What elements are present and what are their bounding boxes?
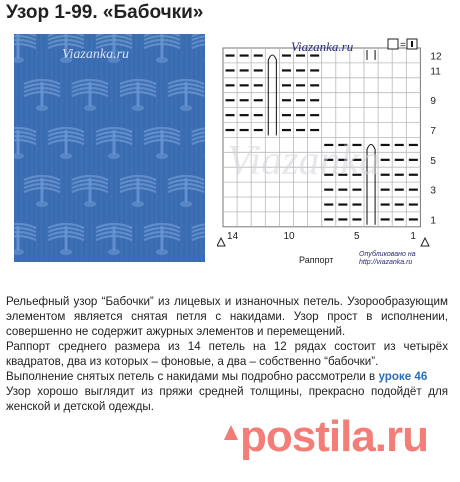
published-url: http://viazanka.ru <box>359 259 413 266</box>
chart-watermark-large: Viazanka <box>227 138 381 184</box>
purl-mark <box>254 69 263 71</box>
purl-mark <box>381 144 390 146</box>
purl-mark <box>409 144 418 146</box>
purl-mark <box>395 189 404 191</box>
purl-mark <box>381 189 390 191</box>
column-number: 10 <box>283 230 295 242</box>
column-number: 5 <box>353 230 360 242</box>
rapport-label: Раппорт <box>299 255 334 265</box>
row-number: 3 <box>430 185 436 197</box>
purl-mark <box>226 69 235 71</box>
purl-mark <box>381 174 390 176</box>
purl-mark <box>395 203 404 205</box>
column-number: 1 <box>410 230 416 242</box>
pattern-description <box>6 294 448 414</box>
purl-mark <box>381 203 390 205</box>
purl-mark <box>352 218 361 220</box>
row-number: 1 <box>430 215 436 227</box>
purl-mark <box>296 114 305 116</box>
purl-mark <box>240 99 249 101</box>
purl-mark <box>240 129 249 131</box>
legend-purl-icon <box>407 39 417 49</box>
legend-knit-icon <box>388 39 398 49</box>
row-number: 12 <box>430 51 442 63</box>
purl-mark <box>282 54 291 56</box>
purl-mark <box>395 144 404 146</box>
purl-mark <box>296 99 305 101</box>
purl-mark <box>240 54 249 56</box>
purl-mark <box>226 129 235 131</box>
purl-mark <box>395 174 404 176</box>
description-paragraph: Рельефный узор “Бабочки” из лицевых и изнаночных петель. Узорообразующим элементом является снятая петля с накидами. Узор прост в исполнении, совершенно не содержит ажурных элементов и перемещений. <box>6 295 448 338</box>
purl-mark <box>310 129 319 131</box>
purl-mark <box>296 84 305 86</box>
purl-mark <box>240 114 249 116</box>
page-title: Узор 1-99. «Бабочки» <box>6 2 204 23</box>
knitting-photo <box>14 34 205 262</box>
column-numbers <box>227 231 416 242</box>
purl-mark <box>324 189 333 191</box>
purl-mark <box>352 189 361 191</box>
row-numbers <box>430 51 442 226</box>
purl-mark <box>381 218 390 220</box>
chart-watermark: Viazanka.ru <box>291 39 354 54</box>
purl-mark <box>395 218 404 220</box>
svg-text:=: = <box>400 40 406 51</box>
purl-mark <box>409 203 418 205</box>
purl-mark <box>296 69 305 71</box>
purl-mark <box>338 189 347 191</box>
purl-mark <box>254 84 263 86</box>
purl-mark <box>254 54 263 56</box>
purl-mark <box>254 129 263 131</box>
purl-mark <box>324 218 333 220</box>
row-number: 9 <box>430 96 436 108</box>
purl-mark <box>338 218 347 220</box>
purl-mark <box>240 69 249 71</box>
knitting-chart <box>217 34 455 268</box>
purl-mark <box>409 218 418 220</box>
purl-mark <box>282 114 291 116</box>
lesson-link[interactable]: уроке 46 <box>378 370 428 383</box>
purl-mark <box>310 84 319 86</box>
description-paragraph: Узор хорошо выглядит из пряжи средней толщины, прекрасно подойдёт для женской и детской одежды. <box>6 385 448 413</box>
purl-mark <box>395 159 404 161</box>
column-number: 14 <box>227 230 239 242</box>
purl-mark <box>296 129 305 131</box>
purl-mark <box>254 99 263 101</box>
site-watermark: postila.ru <box>240 412 429 461</box>
row-number: 11 <box>430 66 441 78</box>
purl-mark <box>282 129 291 131</box>
purl-mark <box>226 54 235 56</box>
purl-mark <box>352 203 361 205</box>
purl-mark <box>254 114 263 116</box>
purl-mark <box>310 99 319 101</box>
purl-mark <box>310 114 319 116</box>
purl-mark <box>409 159 418 161</box>
purl-mark <box>226 114 235 116</box>
purl-mark <box>240 84 249 86</box>
purl-mark <box>409 174 418 176</box>
purl-mark <box>282 84 291 86</box>
purl-mark <box>409 189 418 191</box>
purl-mark <box>226 99 235 101</box>
purl-mark <box>282 69 291 71</box>
purl-mark <box>338 203 347 205</box>
description-paragraph: Выполнение снятых петель с накидами мы подробно рассмотрели в уроке 46 <box>6 370 428 383</box>
purl-mark <box>310 54 319 56</box>
purl-mark <box>381 159 390 161</box>
purl-mark <box>324 203 333 205</box>
row-number: 5 <box>430 155 436 167</box>
published-label: Опубликовано на <box>359 251 416 258</box>
photo-watermark: Viazanka.ru <box>62 47 130 62</box>
purl-mark <box>296 54 305 56</box>
purl-mark <box>282 99 291 101</box>
row-number: 7 <box>430 125 436 137</box>
purl-mark <box>226 84 235 86</box>
postila-logo-icon <box>220 422 242 444</box>
purl-mark <box>310 69 319 71</box>
description-paragraph: Раппорт среднего размера из 14 петель на 12 рядах состоит из четырёх квадратов, два из которых – фоновые, а два – собственно “бабочки”. <box>6 340 448 368</box>
rapport-arrows <box>217 238 429 246</box>
